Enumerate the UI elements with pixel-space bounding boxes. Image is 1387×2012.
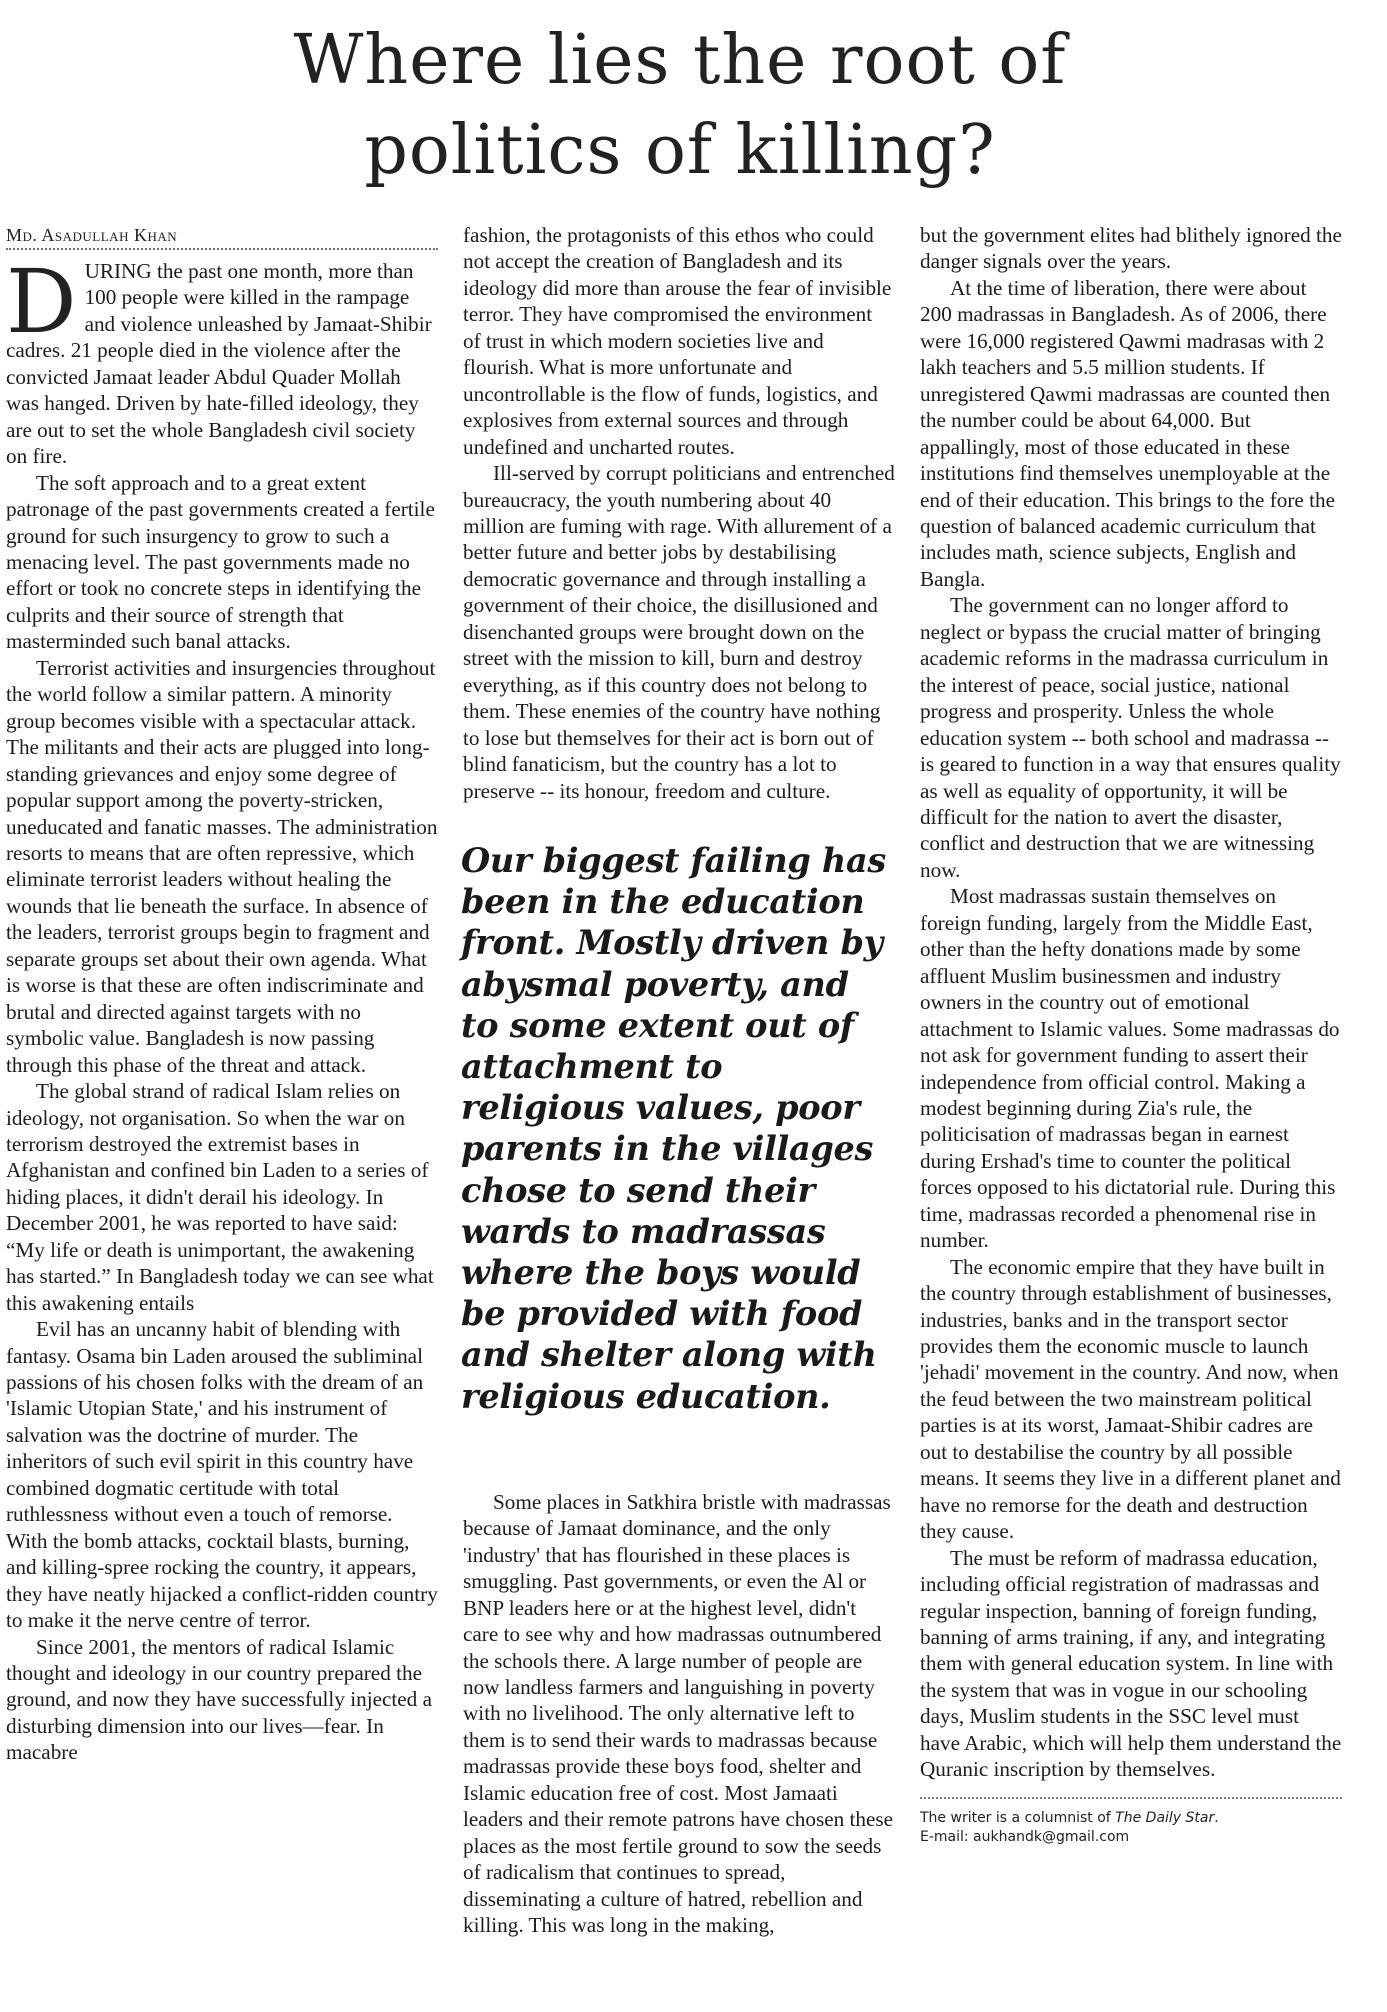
headline [180,16,1180,196]
headline-line-2: politics of killing? [364,111,996,190]
paper-name: The Daily Star [1115,1809,1215,1826]
writer-credit [920,1809,1342,1828]
writer-note [920,1809,1342,1847]
column-1 [6,222,438,1766]
paragraph: The must be reform of madrassa education, including official registration of madrassas and regular inspection, banning of foreign funding, banning of arms training, if any, and integrating them with general education system. In line with the system that was in vogue in our schooling days, Muslim students in the SSC level must have Arabic, which will help them understand the Quranic inscription by themselves. [920,1545,1342,1782]
pull-quote: Our biggest failing has been in the education front. Mostly driven by abysmal poverty, and to some extent out of attachment to religious values, poor parents in the villages chose to send their wards to madrassas where the boys would be provided with food and shelter along with religious education. [461,840,886,1416]
headline-line-1: Where lies the root of [293,21,1067,100]
paragraph: The soft approach and to a great extent patronage of the past governments created a fertile ground for such insurgency to grow to such a menacing level. The past governments made no effort or took no concrete steps in identifying the culprits and their source of strength that masterminded such banal attacks. [6,470,435,654]
paragraph: The global strand of radical Islam relies on ideology, not organisation. So when the war on terrorism destroyed the extremist bases in Afghanistan and confined bin Laden to a series of hiding places, it didn't derail his ideology. In December 2001, he was reported to have said: “My life or death is unimportant, the awakening has started.” In Bangladesh today we can see what this awakening entails [6,1079,434,1315]
paragraph: Some places in Satkhira bristle with madrassas because of Jamaat dominance, and the only 'industry' that has flourished in these places is smuggling. Past governments, or even the Al or BNP leaders here or at the highest level, didn't care to see why and how madrassas outnumbered the schools there. A large number of people are now landless farmers and languishing in poverty with no livelihood. The only alternative left to them is to send their wards to madrassas because madrassas provide these boys food, shelter and Islamic education free of cost. Most Jamaati leaders and their remote patrons have chosen these places as the most fertile ground to sow the seeds of radicalism that continues to spread, disseminating a culture of hatred, rebellion and killing. This was long in the making, [463,1489,894,1938]
lead-paragraph-text: URING the past one month, more than 100 people were killed in the rampage and violence unleashed by Jamaat-Shibir cadres. 21 people died in the violence after the convicted Jamaat leader Abdul Quader Mollah was hanged. Driven by hate-filled ideology, they are out to set the whole Bangladesh civil society on fire. [6,259,432,469]
writer-email[interactable]: E-mail: aukhandk@gmail.com [920,1828,1130,1845]
column-2 [463,222,895,1939]
paragraph: The government can no longer afford to neglect or bypass the crucial matter of bringing academic reforms in the madrassa curriculum in the interest of peace, social justice, national progress and prosperity. Unless the whole education system -- both school and madrassa -- is geared to function in a way that ensures quality as well as equality of opportunity, it will be difficult for the nation to avert the disaster, conflict and destruction that we are witnessing now. [920,593,1341,882]
paragraph: At the time of liberation, there were about 200 madrassas in Bangladesh. As of 2006, there were 16,000 registered Qawmi madrasas with 2 lakh teachers and 5.5 million students. If unregistered Qawmi madrassas are counted then the number could be about 64,000. But appallingly, most of those educated in these institutions find themselves unemployable at the end of their education. This brings to the fore the question of balanced academic curriculum that includes math, science subjects, English and Bangla. [920,275,1336,591]
paragraph: Ill-served by corrupt politicians and entrenched bureaucracy, the youth numbering about 40 million are fuming with rage. With allurement of a better future and better jobs by destabilising democratic governance and through installing a government of their choice, the disillusioned and disenchanted groups were brought down on the street with the mission to kill, burn and destroy everything, as if this country does not belong to them. These enemies of the country have nothing to lose but themselves for their act is born out of blind fanaticism, but the country has a lot to preserve -- its honour, freedom and culture. [463,461,895,803]
lead-paragraph [6,250,438,470]
paragraph: Since 2001, the mentors of radical Islamic thought and ideology in our country prepared the ground, and now they have successfully injected a disturbing dimension into our lives—fear. In macabre [6,1634,432,1765]
byline: Md. Asadullah Khan [6,222,438,250]
paragraph: Terrorist activities and insurgencies throughout the world follow a similar pattern. A minority group becomes visible with a spectacular attack. The militants and their acts are plugged into long-standing grievances and enjoy some degree of popular support among the poverty-stricken, uneducated and fanatic masses. The administration resorts to means that are often repressive, which eliminate terrorist leaders without healing the wounds that lie beneath the surface. In absence of the leaders, terrorist groups begin to fragment and separate groups set about their own agenda. What is worse is that these are often indiscriminate and brutal and directed against targets with no symbolic value. Bangladesh is now passing through this phase of the threat and attack. [6,655,438,1077]
paragraph: Evil has an uncanny habit of blending with fantasy. Osama bin Laden aroused the subliminal passions of his chosen folks with the dream of an 'Islamic Utopian State,' and his instrument of salvation was the doctrine of murder. The inheritors of such evil spirit in this country have combined dogmatic certitude with total ruthlessness without even a touch of remorse. With the bomb attacks, cocktail blasts, burning, and killing-spree rocking the country, it appears, they have neatly hijacked a conflict-ridden country to make it the nerve centre of terror. [6,1317,438,1633]
drop-cap: D [6,250,77,353]
footer-divider [920,1797,1342,1799]
paragraph: but the government elites had blithely ignored the danger signals over the years. [920,223,1342,274]
paragraph: Most madrassas sustain themselves on foreign funding, largely from the Middle East, other than the hefty donations made by some affluent Muslim businessmen and industry owners in the country out of emotional attachment to Islamic values. Some madrassas do not ask for government funding to assert their independence from official control. Making a modest beginning during Zia's rule, the politicisation of madrassas began in earnest during Ershad's time to counter the political forces opposed to his dictatorial rule. During this time, madrassas recorded a phenomenal rise in number. [920,884,1340,1253]
paragraph: The economic empire that they have built in the country through establishment of businesses, industries, banks and in the transport sector provides them the economic muscle to launch 'jehadi' movement in the country. And now, when the feud between the two mainstream political parties is at its worst, Jamaat-Shibir cadres are out to destabilise the country by all possible means. It seems they live in a different planet and have no remorse for the death and destruction they cause. [920,1254,1341,1544]
spacer [463,1417,895,1489]
column-3 [920,222,1342,1847]
writer-prefix: The writer is a columnist of [920,1809,1116,1826]
paragraph: fashion, the protagonists of this ethos who could not accept the creation of Bangladesh and its ideology did more than arouse the fear of invisible terror. They have compromised the environment of trust in which modern societies live and flourish. What is more unfortunate and uncontrollable is the flow of funds, logistics, and explosives from external sources and through undefined and uncharted routes. [463,223,892,459]
writer-suffix: . [1214,1809,1219,1826]
